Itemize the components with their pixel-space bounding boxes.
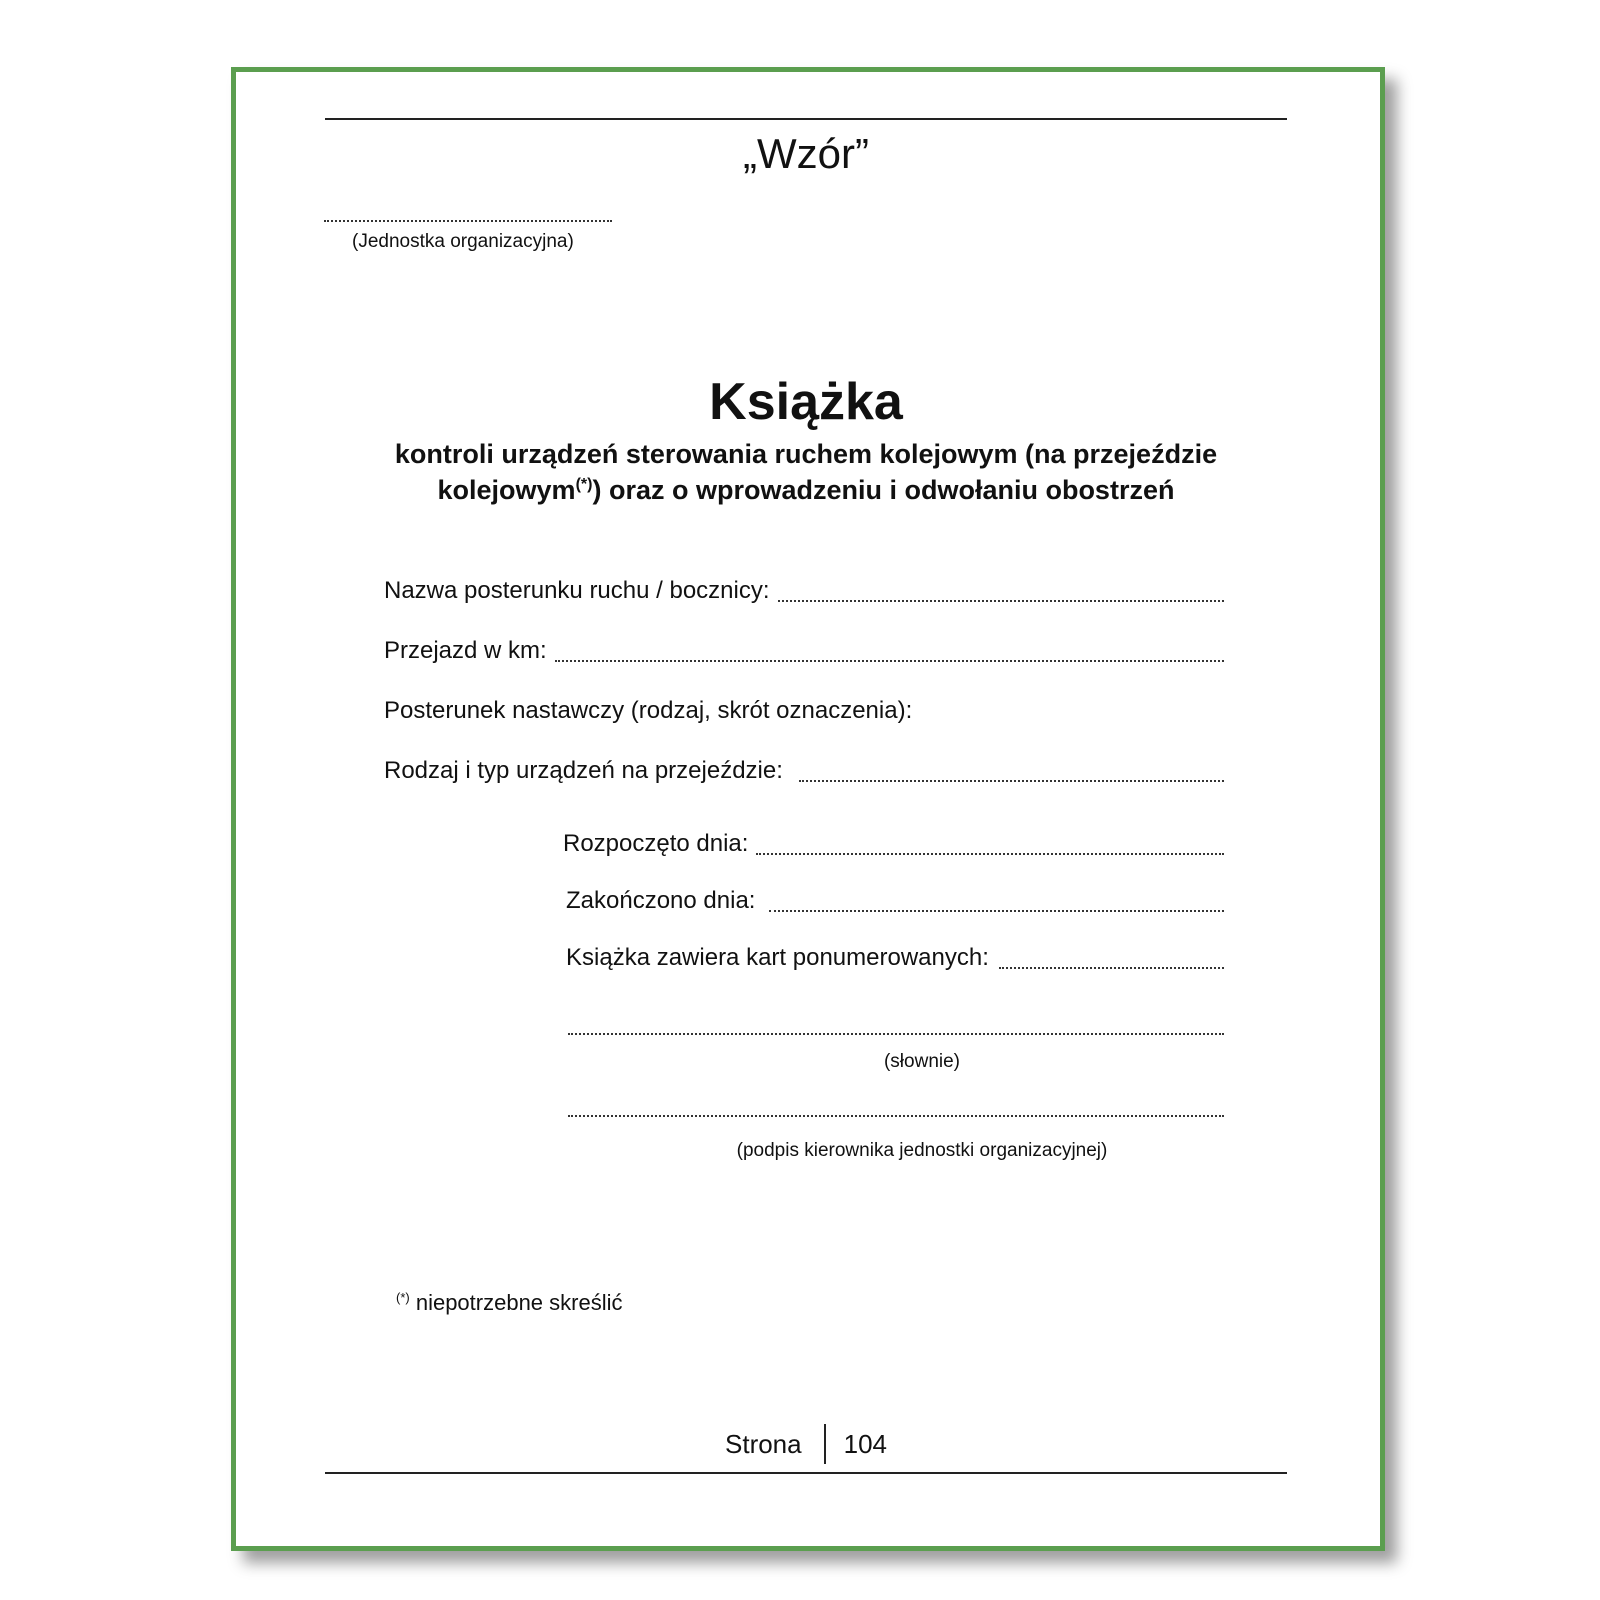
field-finished-fill-line — [769, 910, 1224, 912]
field-station-name-label: Nazwa posterunku ruchu / bocznicy: — [384, 577, 770, 604]
signature-fill-line — [568, 1115, 1224, 1117]
document-title: Książka — [709, 373, 903, 431]
field-started-fill-line — [756, 853, 1224, 855]
field-started-label: Rozpoczęto dnia: — [563, 830, 749, 857]
field-signal-box-label: Posterunek nastawczy (rodzaj, skrót oznaczenia): — [384, 697, 913, 724]
field-device-type — [384, 756, 1224, 786]
field-crossing-km-fill-line — [555, 660, 1224, 662]
subtitle-part2: ) oraz o wprowadzeniu i odwołaniu obostrzeń — [592, 475, 1175, 505]
signature-caption: (podpis kierownika jednostki organizacyjnej) — [736, 1140, 1108, 1161]
subtitle-part1: kontroli urządzeń sterowania ruchem kolejowym (na przejeździe kolejowym — [394, 439, 1218, 505]
in-words-caption: (słownie) — [883, 1051, 961, 1072]
subtitle-footnote-mark: (*) — [575, 476, 593, 493]
field-crossing-km-label: Przejazd w km: — [384, 637, 547, 664]
page-number: 104 — [843, 1428, 887, 1459]
top-rule — [325, 118, 1287, 120]
footnote-text: niepotrzebne skreślić — [409, 1290, 623, 1315]
field-started — [563, 829, 1224, 859]
field-finished-label: Zakończono dnia: — [566, 887, 756, 914]
field-pages-count-fill-line — [999, 967, 1224, 969]
footnote-mark: (*) — [396, 1290, 410, 1305]
template-label: „Wzór” — [743, 130, 869, 177]
field-pages-count — [566, 943, 1224, 973]
field-crossing-km — [384, 636, 1224, 666]
page-footer — [325, 1424, 1287, 1464]
document-page — [231, 67, 1385, 1551]
org-unit-caption: (Jednostka organizacyjna) — [352, 231, 574, 252]
field-device-type-fill-line — [799, 780, 1224, 782]
field-station-name-fill-line — [778, 600, 1224, 602]
field-finished — [566, 886, 1224, 916]
bottom-rule — [325, 1472, 1287, 1474]
org-unit-fill-line — [324, 206, 612, 222]
document-subtitle — [360, 436, 1252, 508]
in-words-fill-line — [568, 1033, 1224, 1035]
field-device-type-label: Rodzaj i typ urządzeń na przejeździe: — [384, 757, 783, 784]
field-pages-count-label: Książka zawiera kart ponumerowanych: — [566, 944, 989, 971]
footnote — [396, 1289, 623, 1317]
footer-label: Strona — [725, 1428, 802, 1459]
field-signal-box — [384, 696, 1224, 726]
field-station-name — [384, 576, 1224, 606]
